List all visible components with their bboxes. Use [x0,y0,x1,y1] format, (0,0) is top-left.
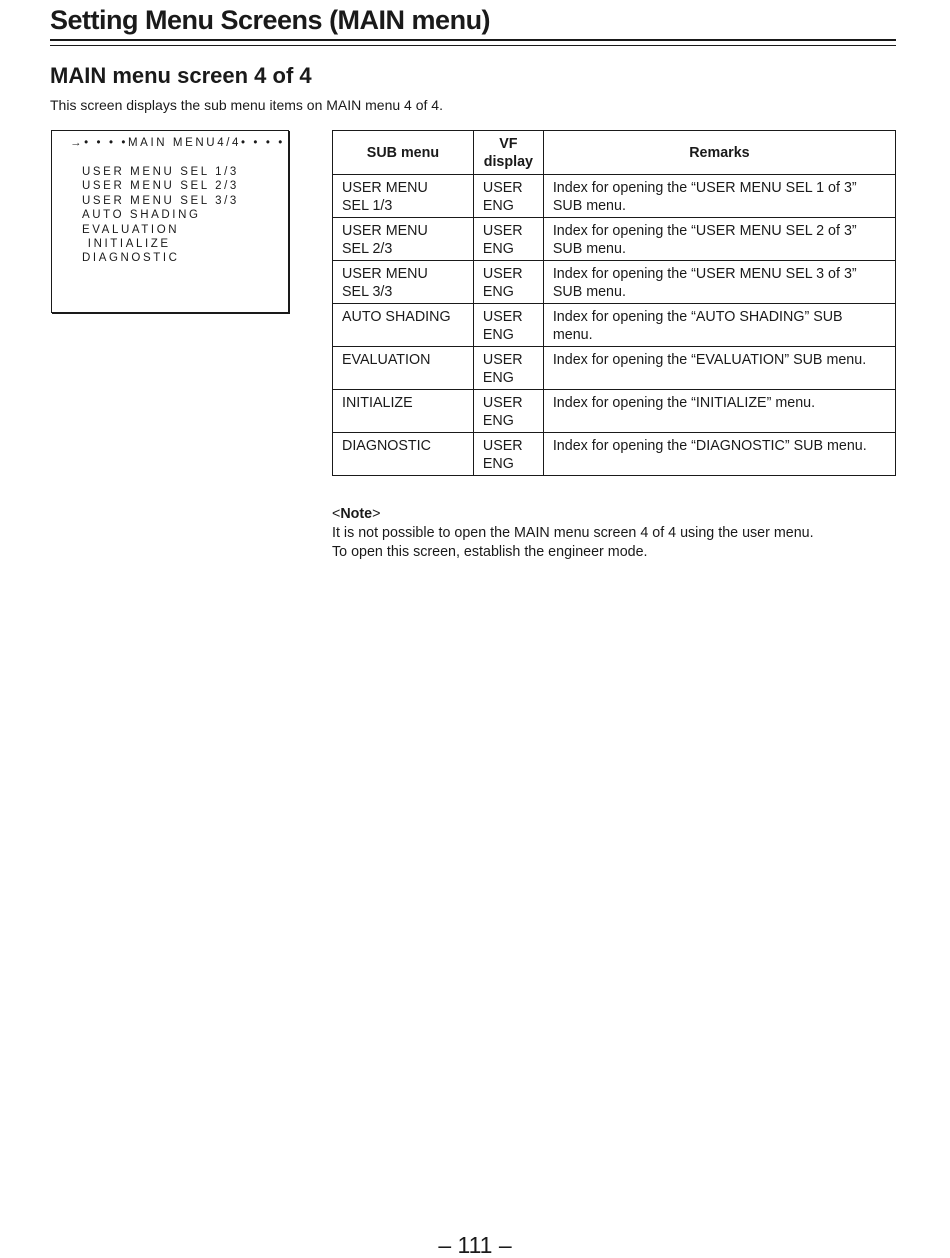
table-header-row [333,131,896,175]
cell-sub-menu-line2: SEL 3/3 [342,284,393,300]
menu-screen-item: INITIALIZE [82,237,171,250]
cell-vf-display [473,175,543,218]
cell-remarks: Index for opening the “EVALUATION” SUB menu. [543,347,895,390]
menu-screen-item: USER MENU SEL 3/3 [82,194,239,207]
cell-vf-line2: ENG [482,284,514,300]
cell-sub-menu-line1: EVALUATION [342,352,431,368]
table-row [333,304,896,347]
column-header-vf-line2: display [483,153,533,170]
cell-sub-menu [333,304,474,347]
page-number: – 111 – [438,1232,512,1258]
cell-vf-line2: ENG [482,241,514,257]
cell-sub-menu [333,433,474,476]
cell-sub-menu [333,261,474,304]
cell-sub-menu-line1: INITIALIZE [342,395,413,411]
cell-vf-line1: USER [482,352,523,368]
cell-remarks: Index for opening the “DIAGNOSTIC” SUB menu. [543,433,895,476]
cell-vf-display [473,347,543,390]
cell-sub-menu-line2: SEL 1/3 [342,198,393,214]
note-block [332,505,814,562]
column-header-vf-display [473,131,543,175]
cell-remarks: Index for opening the “USER MENU SEL 3 of 3” SUB menu. [543,261,895,304]
note-line: It is not possible to open the MAIN menu screen 4 of 4 using the user menu. [332,525,814,541]
column-header-vf-line1: VF [499,135,518,152]
cell-sub-menu-line2: SEL 2/3 [342,241,393,257]
cell-remarks: Index for opening the “USER MENU SEL 2 of 3” SUB menu. [543,218,895,261]
menu-screen-item: USER MENU SEL 1/3 [82,166,239,178]
header-rule-thick [50,39,896,41]
page-header [50,4,896,46]
section-title: MAIN menu screen 4 of 4 [50,63,312,88]
cell-sub-menu [333,390,474,433]
menu-screen-header: →• • • •MAIN MENU4/4• • • • [70,137,285,149]
menu-screen-item: DIAGNOSTIC [82,252,180,265]
cell-sub-menu [333,218,474,261]
cell-vf-display [473,390,543,433]
note-title [332,505,814,524]
cell-sub-menu-line1: USER MENU [342,223,428,239]
cell-vf-line2: ENG [482,456,514,472]
sub-menu-table [332,130,896,476]
cell-sub-menu-line1: DIAGNOSTIC [342,438,431,454]
column-header-remarks: Remarks [543,131,895,175]
menu-screen-item: AUTO SHADING [82,209,201,222]
cell-remarks: Index for opening the “AUTO SHADING” SUB menu. [543,304,895,347]
cell-vf-line1: USER [482,438,523,454]
cell-vf-line1: USER [482,223,523,239]
cell-vf-display [473,433,543,476]
note-bracket-close: > [372,506,381,522]
section-intro: This screen displays the sub menu items on MAIN menu 4 of 4. [50,97,443,113]
cell-sub-menu [333,347,474,390]
page-title: Setting Menu Screens (MAIN menu) [50,5,491,35]
cell-sub-menu [333,175,474,218]
table-row [333,347,896,390]
cell-vf-line1: USER [482,266,523,282]
table-row [333,390,896,433]
menu-screen-item: USER MENU SEL 2/3 [82,180,239,193]
column-header-sub-menu: SUB menu [333,131,474,175]
cell-vf-line1: USER [482,309,523,325]
cell-vf-display [473,261,543,304]
menu-screen-items [82,165,239,266]
cell-remarks: Index for opening the “INITIALIZE” menu. [543,390,895,433]
main-menu-screen-display [51,130,289,313]
note-line: To open this screen, establish the engineer mode. [332,544,648,560]
header-rule-thin [50,45,896,46]
cell-vf-line2: ENG [482,198,514,214]
table-row [333,261,896,304]
cell-sub-menu-line1: USER MENU [342,266,428,282]
menu-screen-item: EVALUATION [82,223,180,236]
note-bracket-open: < [332,506,341,522]
cell-vf-line1: USER [482,395,523,411]
cell-vf-line2: ENG [482,413,514,429]
cell-vf-display [473,304,543,347]
cell-sub-menu-line1: USER MENU [342,180,428,196]
note-label: Note [340,506,373,522]
cell-vf-display [473,218,543,261]
table-row [333,218,896,261]
cell-vf-line2: ENG [482,370,514,386]
cell-remarks: Index for opening the “USER MENU SEL 1 of 3” SUB menu. [543,175,895,218]
cell-sub-menu-line1: AUTO SHADING [342,309,451,325]
table-row [333,175,896,218]
cell-vf-line2: ENG [482,327,514,343]
table-row [333,433,896,476]
cell-vf-line1: USER [482,180,523,196]
